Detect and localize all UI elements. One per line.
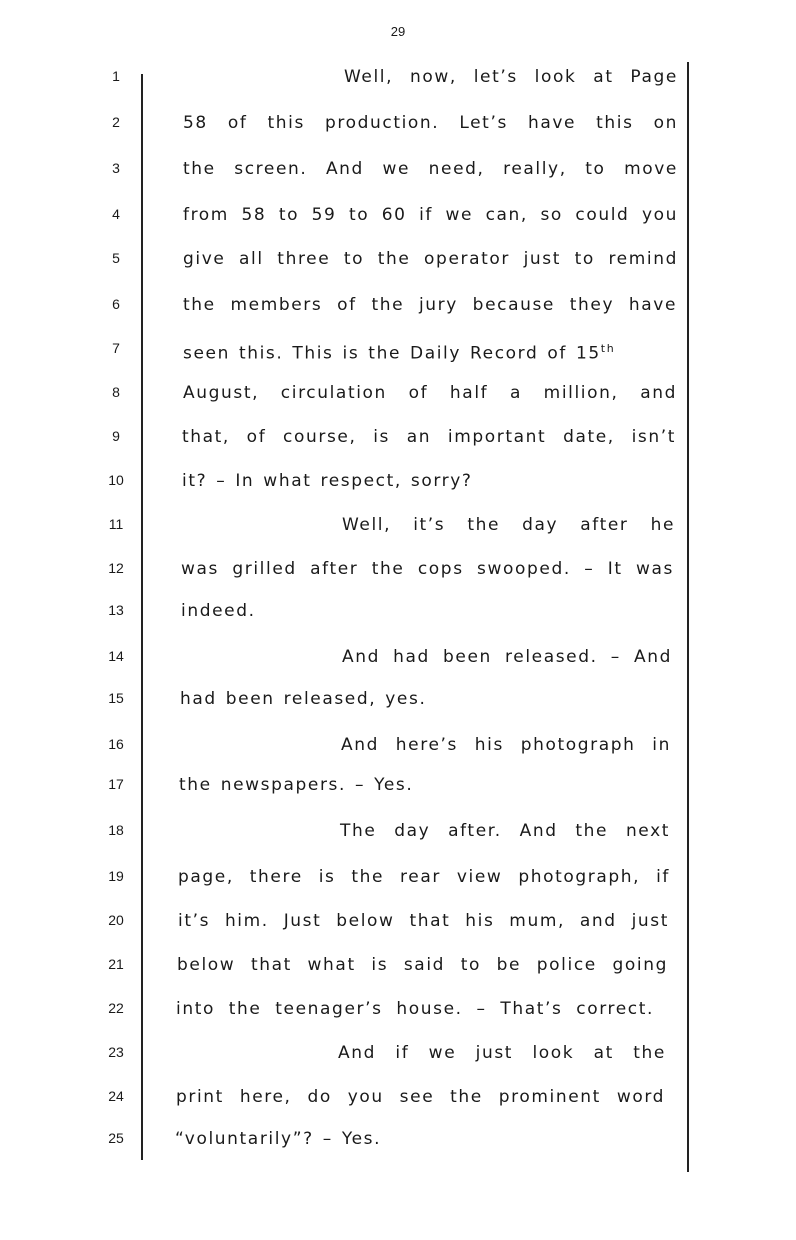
line-number: 20 [108,912,124,928]
line-text: it? – In what respect, sorry? [182,471,473,491]
line-text: below that what is said to be police going [177,955,668,975]
line-number: 19 [108,868,124,884]
line-text: into the teenager’s house. – That’s correct. [176,999,654,1019]
transcript-line [0,906,796,936]
line-number: 21 [108,956,124,972]
transcript-line [0,994,796,1024]
transcript-line [0,684,796,714]
transcript-line [0,770,796,800]
transcript-line [0,200,796,230]
line-number: 4 [112,206,120,222]
transcript-line [0,1038,796,1068]
transcript-line [0,554,796,584]
transcript-line [0,378,796,408]
line-text: give all three to the operator just to remind [183,249,678,269]
line-text-main: seen this. This is the Daily Record of 15 [183,343,601,364]
line-number: 25 [108,1130,124,1146]
line-number: 11 [108,516,124,532]
transcript-line [0,466,796,496]
line-text: “voluntarily”? – Yes. [175,1129,382,1149]
line-text: from 58 to 59 to 60 if we can, so could you [183,205,678,225]
line-text: the members of the jury because they have [183,295,677,315]
line-text: August, circulation of half a million, and [183,383,677,403]
line-text: indeed. [181,601,256,621]
line-text: was grilled after the cops swooped. – It was [181,559,674,579]
line-number: 14 [108,648,124,664]
transcript-line [0,1082,796,1112]
line-number: 22 [108,1000,124,1016]
line-number: 10 [108,472,124,488]
transcript-line [0,244,796,274]
line-number: 7 [112,340,120,356]
line-number: 6 [112,296,120,312]
line-text: the newspapers. – Yes. [179,775,414,795]
ordinal-suffix: th [600,342,616,355]
line-text: And had been released. – And [342,647,672,667]
line-text: it’s him. Just below that his mum, and just [178,911,669,931]
line-text: the screen. And we need, really, to move [183,159,678,179]
line-text: page, there is the rear view photograph, if [178,867,670,887]
transcript-line [0,290,796,320]
line-text: Well, now, let’s look at Page [344,67,678,87]
line-text: print here, do you see the prominent word [176,1087,665,1107]
line-number: 9 [112,428,120,444]
line-text: had been released, yes. [180,689,427,709]
line-number: 18 [108,822,124,838]
line-text: Well, it’s the day after he [342,515,675,535]
transcript-line [0,510,796,540]
line-number: 5 [112,250,120,266]
line-number: 2 [112,114,120,130]
line-text: The day after. And the next [340,821,670,841]
line-number: 8 [112,384,120,400]
line-number: 3 [112,160,120,176]
transcript-line [0,422,796,452]
transcript-line [0,730,796,760]
line-number: 24 [108,1088,124,1104]
transcript-line [0,62,796,92]
line-number: 15 [108,690,124,706]
transcript-line [0,862,796,892]
line-number: 1 [112,68,120,84]
transcript-line [0,1124,796,1154]
transcript-line [0,154,796,184]
line-text: And if we just look at the [338,1043,666,1063]
transcript-line [0,108,796,138]
line-text: 58 of this production. Let’s have this on [183,113,678,133]
line-number: 13 [108,602,124,618]
page-number: 29 [390,24,406,39]
line-number: 16 [108,736,124,752]
transcript-line [0,334,796,364]
transcript-line [0,950,796,980]
line-text: that, of course, is an important date, isn’t [182,427,676,447]
line-text [183,334,677,369]
line-number: 23 [108,1044,124,1060]
line-number: 17 [108,776,124,792]
line-text: And here’s his photograph in [341,735,671,755]
transcript-line [0,642,796,672]
transcript-line [0,596,796,626]
transcript-line [0,816,796,846]
line-number: 12 [108,560,124,576]
